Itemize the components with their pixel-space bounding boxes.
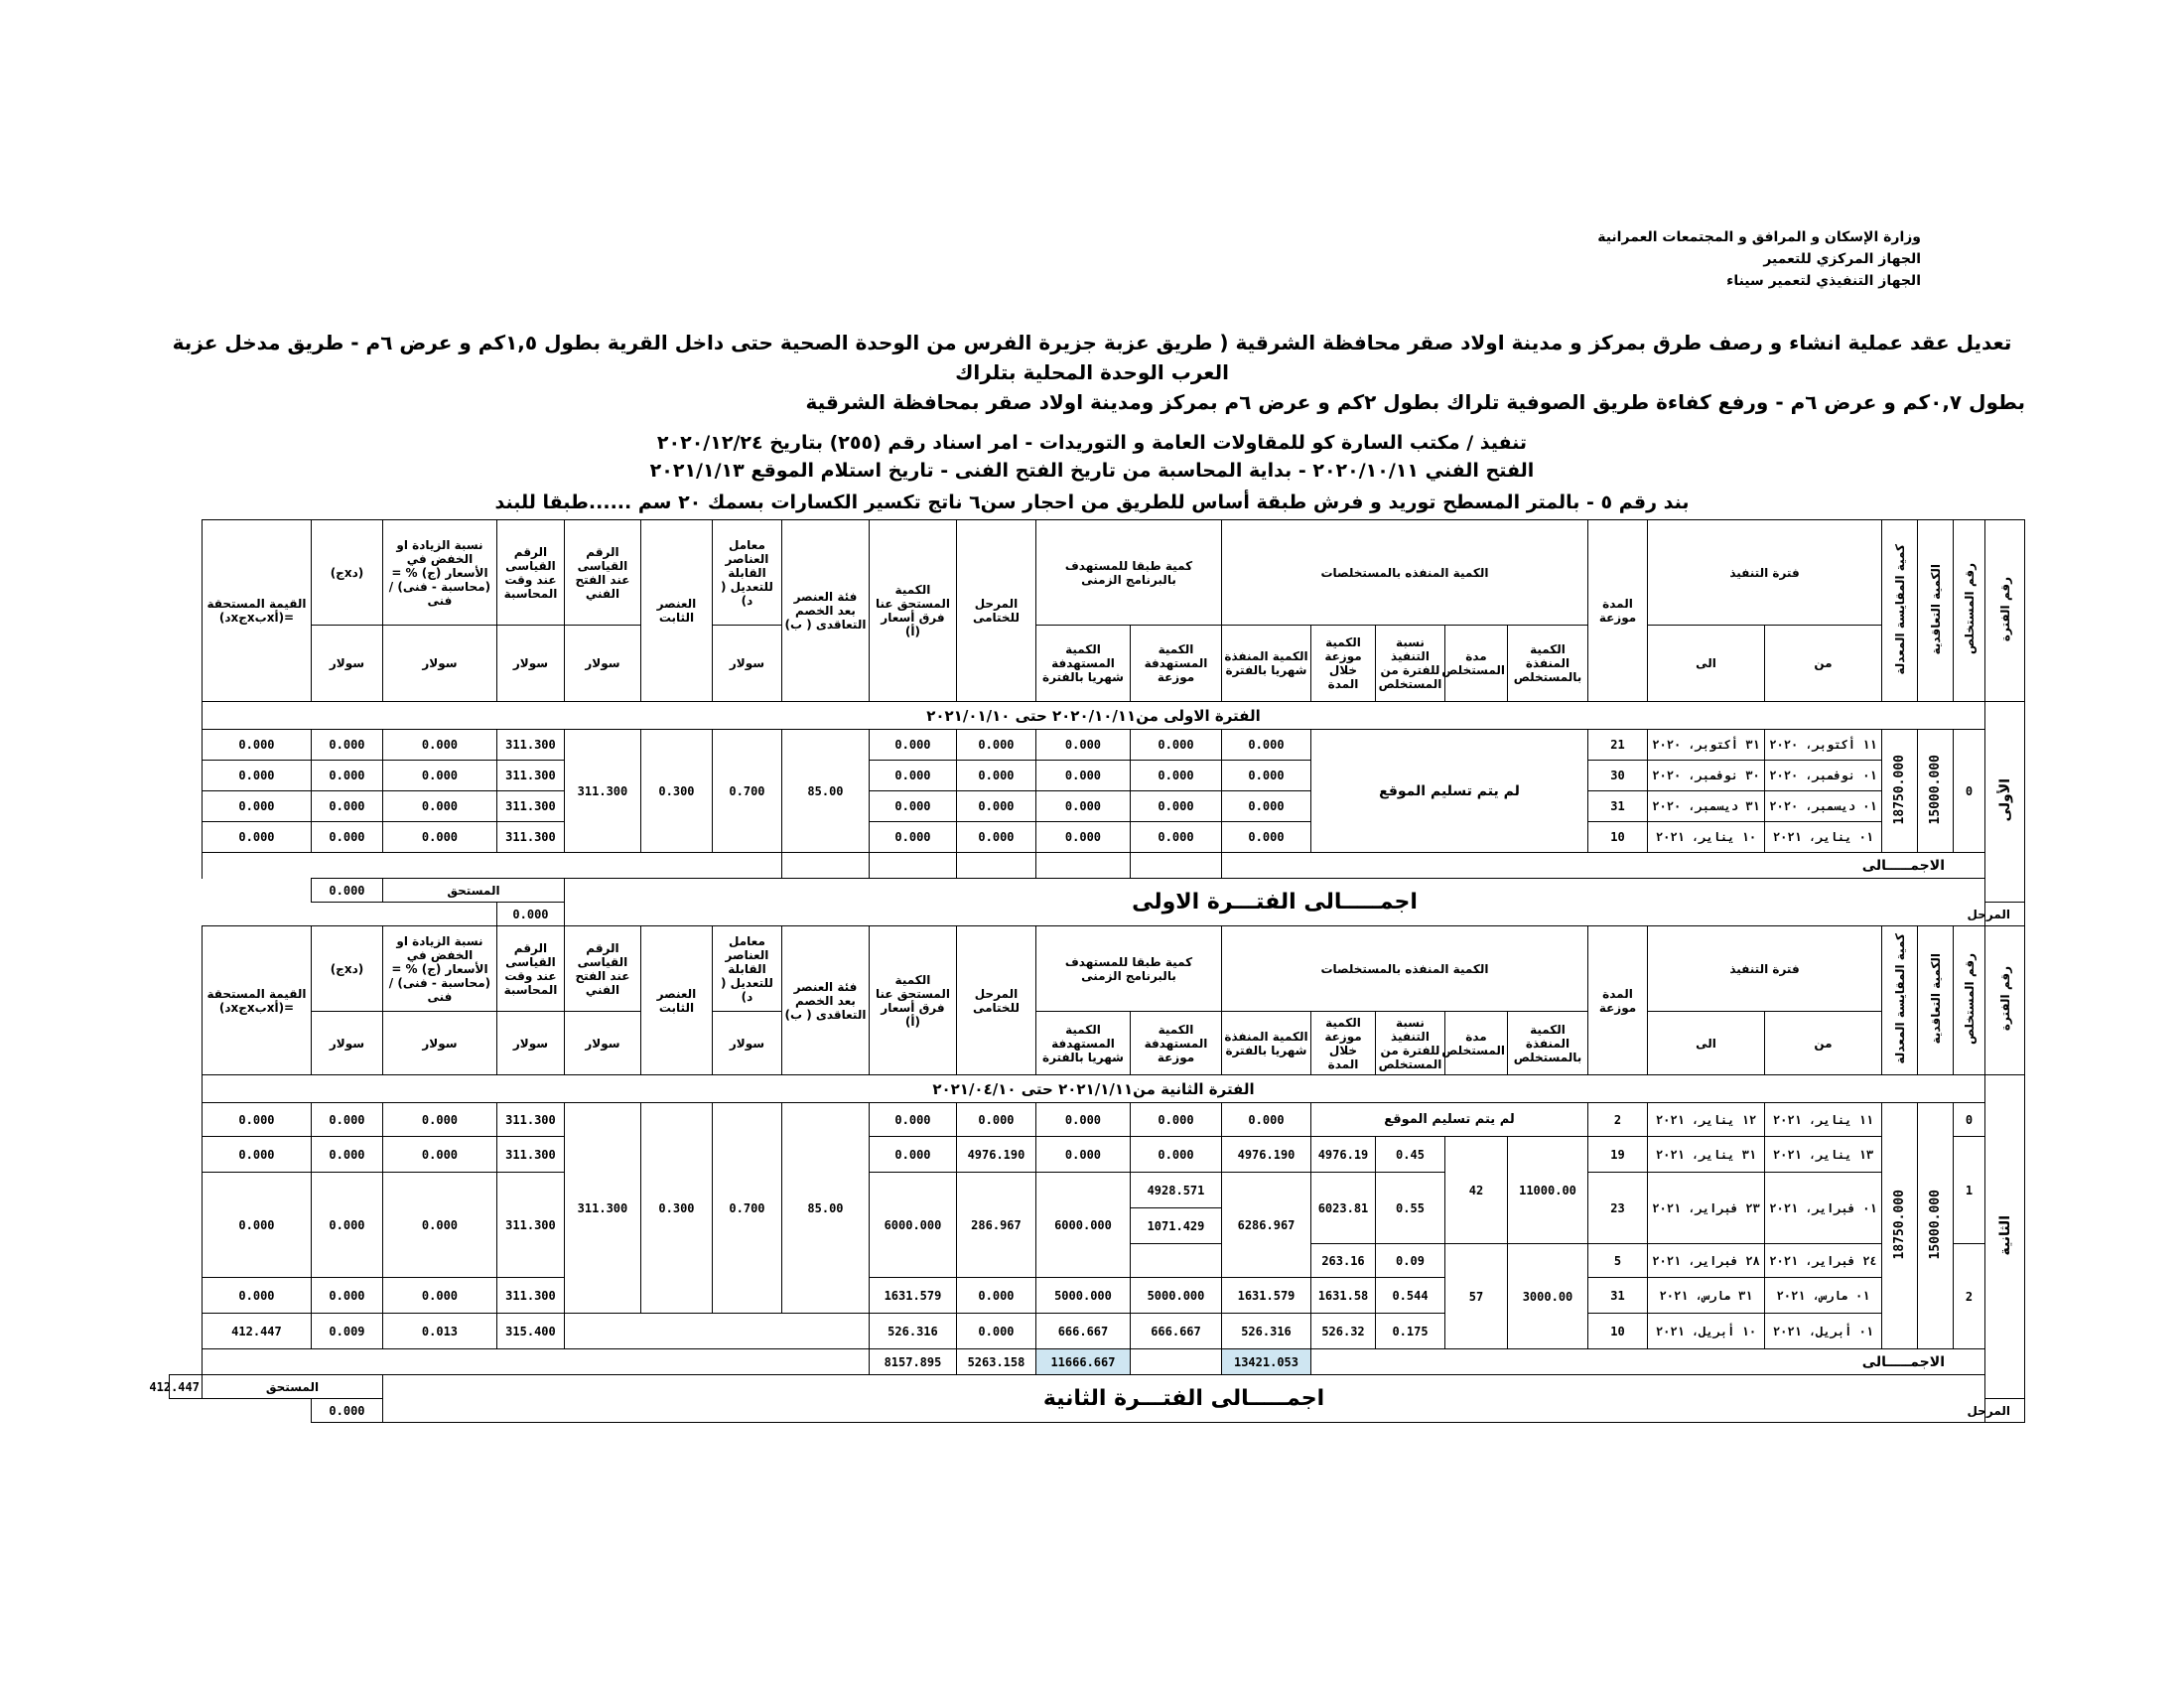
hdr-index-opening: الرقم القياسى عند الفتح الفني — [564, 926, 640, 1012]
hdr-index-accounting: الرقم القياسى عند وقت المحاسبة — [496, 926, 564, 1012]
header2-row-1 — [170, 926, 2025, 1012]
p2-due-qty: 0.000 — [869, 1137, 956, 1173]
hdr-executed-by-extracts: الكمية المنفذه بالمستخلصات — [1221, 926, 1587, 1012]
hdr-target-distributed: الكمية المستهدفة موزعة — [1130, 626, 1221, 702]
hdr-executed-qty-extract: الكمية المنفذة بالمستخلص — [1508, 1012, 1588, 1075]
hdr-diesel: سولار — [564, 1012, 640, 1075]
p2-ratio: 0.000 — [382, 1137, 496, 1173]
p1-target-monthly: 0.000 — [1035, 761, 1130, 791]
hdr-diesel: سولار — [496, 1012, 564, 1075]
hdr-qty-distributed: الكمية موزعة خلال المدة — [1311, 1012, 1376, 1075]
hdr-target-distributed: الكمية المستهدفة موزعة — [1130, 1012, 1221, 1075]
p2-target-monthly: 5000.000 — [1035, 1278, 1130, 1314]
period1-title-row — [170, 702, 2025, 730]
period2-title: الفترة الثانية من٢٠٢١/١/١١ حتى ٢٠٢١/٠٤/١٠ — [202, 1075, 1984, 1103]
period1-title: الفترة الاولى من٢٠٢٠/١٠/١١ حتى ٢٠٢١/٠١/١٠ — [202, 702, 1984, 730]
p2-value: 412.447 — [202, 1314, 311, 1349]
ministry-line-3: الجهاز التنفيذي لتعمير سيناء — [1726, 273, 1921, 289]
hdr-target-by-schedule: كمية طبقا للمستهدف بالبرنامج الزمنى — [1035, 520, 1221, 626]
p1-days: 30 — [1588, 761, 1648, 791]
header-row-2 — [170, 626, 2025, 702]
period2-title-row — [170, 1075, 2025, 1103]
hdr-target-by-schedule: كمية طبقا للمستهدف بالبرنامج الزمنى — [1035, 926, 1221, 1012]
p2-index-open: 311.300 — [564, 1103, 640, 1314]
period2-label: الثانية — [1985, 1075, 2025, 1399]
p1-fixed: 0.300 — [640, 730, 712, 853]
p2-exec-monthly: 0.000 — [1221, 1103, 1310, 1137]
period1-label: الأولى — [1985, 702, 2025, 903]
p2-extract-no: 2 — [1954, 1244, 1985, 1349]
ministry-line-1: وزارة الإسكان و المرافق و المجتمعات العمرانية — [1597, 229, 1921, 245]
p2-total-label: الاجمـــــالى — [1311, 1349, 1985, 1375]
p2-value: 0.000 — [202, 1137, 311, 1173]
p2-from: ٠١ فبراير، ٢٠٢١ — [1765, 1173, 1882, 1244]
p1-days: 10 — [1588, 822, 1648, 853]
title-line-2: بطول ٠,٧كم و عرض ٦م - ورفع كفاءة طريق الصوفية تلراك بطول ٢كم و عرض ٦م بمركز ومدينة اولاد صقر بمحافظة الشرقية — [805, 390, 2025, 414]
p2-target-dist: 0.000 — [1130, 1137, 1221, 1173]
hdr-carried: المرحل للختامى — [956, 520, 1035, 702]
p2-qty-dist: 1631.58 — [1311, 1278, 1376, 1314]
p1-total-label: الاجمـــــالى — [1221, 853, 1984, 879]
hdr-fixed-element: العنصر الثابت — [640, 926, 712, 1075]
p2-target-monthly: 0.000 — [1035, 1103, 1130, 1137]
p2-exec-ratio: 0.09 — [1376, 1244, 1445, 1278]
hdr-distributed-duration: المدة موزعة — [1588, 520, 1648, 702]
hdr-due-value: القيمة المستحقة =(أxبxجxد) — [202, 926, 311, 1075]
period2-total-row — [170, 1349, 2025, 1375]
ministry-header — [1504, 226, 1921, 292]
p1-target-monthly: 0.000 — [1035, 791, 1130, 822]
hdr-increase-ratio: نسبة الزيادة او الخفض في الأسعار (ج) % = (محاسبة - فنى) / فنى — [382, 520, 496, 626]
p2-days: 10 — [1588, 1314, 1648, 1349]
hdr-diesel: سولار — [382, 1012, 496, 1075]
p1-due-label: المستحق — [382, 879, 564, 903]
p1-carried: 0.000 — [956, 761, 1035, 791]
p2-to: ٣١ مارس، ٢٠٢١ — [1648, 1278, 1765, 1314]
p1-value: 0.000 — [202, 730, 311, 761]
p2-due-label: المستحق — [202, 1375, 382, 1399]
hdr-target-monthly: الكمية المستهدفة شهريا بالفترة — [1035, 1012, 1130, 1075]
p1-value: 0.000 — [202, 791, 311, 822]
p1-carried-value: 0.000 — [496, 903, 564, 926]
p2-to: ٣١ يناير، ٢٠٢١ — [1648, 1137, 1765, 1173]
p1-due-qty: 0.000 — [869, 761, 956, 791]
p2-category: 85.00 — [781, 1103, 869, 1314]
p2-qty-dist: 263.16 — [1311, 1244, 1376, 1278]
p1-index-open: 311.300 — [564, 730, 640, 853]
hdr-diesel: سولار — [712, 1012, 781, 1075]
period1-row — [170, 822, 2025, 853]
p2-dxg: 0.000 — [311, 1103, 382, 1137]
hdr-diesel: سولار — [712, 626, 781, 702]
p2-exec-ratio: 0.175 — [1376, 1314, 1445, 1349]
p2-exec-ratio: 0.45 — [1376, 1137, 1445, 1173]
p1-index-acc: 311.300 — [496, 822, 564, 853]
hdr-target-monthly: الكمية المستهدفة شهريا بالفترة — [1035, 626, 1130, 702]
period2-row — [170, 1137, 2025, 1173]
header2-row-2 — [170, 1012, 2025, 1075]
p2-ratio: 0.013 — [382, 1314, 496, 1349]
hdr-from: من — [1765, 626, 1882, 702]
p2-contract-qty: 15000.000 — [1918, 1103, 1954, 1349]
p1-dxg: 0.000 — [311, 730, 382, 761]
p1-index-acc: 311.300 — [496, 730, 564, 761]
p1-exec-monthly: 0.000 — [1221, 791, 1310, 822]
period1-row — [170, 761, 2025, 791]
p1-carried-label: المرحل — [1954, 903, 2025, 926]
p2-due-qty: 0.000 — [869, 1103, 956, 1137]
p2-target-monthly: 666.667 — [1035, 1314, 1130, 1349]
p2-carried: 0.000 — [956, 1278, 1035, 1314]
hdr-adjustable-coef: معامل العناصر القابلة للتعديل ( د) — [712, 926, 781, 1012]
p2-exec-ratio: 0.544 — [1376, 1278, 1445, 1314]
hdr-due-qty: الكمية المستحق عنا فرق أسعار (أ) — [869, 520, 956, 702]
title-line-3: تنفيذ / مكتب السارة كو للمقاولات العامة و التوريدات - امر اسناد رقم (٢٥٥) بتاريخ ٢٠٢٠/١٢/٢٤ — [656, 432, 1528, 454]
p2-due-value: 412.447 — [170, 1375, 203, 1399]
p1-due-qty: 0.000 — [869, 791, 956, 822]
p1-carried: 0.000 — [956, 822, 1035, 853]
hdr-element-category: فئة العنصر بعد الخصم التعاقدى ( ب) — [781, 520, 869, 702]
p2-grand-title: اجمـــــالى الفتـــرة الثانية — [382, 1375, 1984, 1423]
hdr-exec-period: فترة التنفيذ — [1648, 520, 1882, 626]
p2-total-target-monthly: 11666.667 — [1035, 1349, 1130, 1375]
p2-carried: 286.967 — [956, 1173, 1035, 1278]
hdr-contract-qty: الكمية التعاقدية — [1918, 926, 1954, 1075]
hdr-executed-qty-extract: الكمية المنفذة بالمستخلص — [1508, 626, 1588, 702]
p2-total-carried: 5263.158 — [956, 1349, 1035, 1375]
hdr-diesel: سولار — [311, 1012, 382, 1075]
p1-grand-title: اجمـــــالى الفتـــرة الاولى — [564, 879, 1984, 926]
p1-value: 0.000 — [202, 822, 311, 853]
hdr-qty-distributed: الكمية موزعة خلال المدة — [1311, 626, 1376, 702]
hdr-contract-qty: الكمية التعاقدية — [1918, 520, 1954, 702]
price-difference-table — [149, 519, 2025, 1423]
p1-not-delivered: لم يتم تسليم الموقع — [1311, 730, 1588, 853]
p2-from: ١١ يناير، ٢٠٢١ — [1765, 1103, 1882, 1137]
period1-total-row — [170, 853, 2025, 879]
period1-grand-row — [170, 879, 2025, 903]
p1-exec-monthly: 0.000 — [1221, 822, 1310, 853]
p1-target-dist: 0.000 — [1130, 791, 1221, 822]
p2-coef: 0.700 — [712, 1103, 781, 1314]
p2-from: ١٣ يناير، ٢٠٢١ — [1765, 1137, 1882, 1173]
hdr-dxg: (دxج) — [311, 926, 382, 1012]
p1-due-value: 0.000 — [311, 879, 382, 903]
p1-to: ٣١ أكتوبر، ٢٠٢٠ — [1648, 730, 1765, 761]
p2-value: 0.000 — [202, 1173, 311, 1278]
p1-value: 0.000 — [202, 761, 311, 791]
p1-coef: 0.700 — [712, 730, 781, 853]
hdr-to: الى — [1648, 626, 1765, 702]
p2-not-delivered: لم يتم تسليم الموقع — [1311, 1103, 1588, 1137]
p2-total-exec-monthly: 13421.053 — [1221, 1349, 1310, 1375]
hdr-index-accounting: الرقم القياسى عند وقت المحاسبة — [496, 520, 564, 626]
p2-fixed: 0.300 — [640, 1103, 712, 1314]
hdr-modified-qty: كمية المقايسة المعدلة — [1882, 520, 1918, 702]
p2-total-due-qty: 8157.895 — [869, 1349, 956, 1375]
p2-qty-dist: 6023.81 — [1311, 1173, 1376, 1244]
p1-index-acc: 311.300 — [496, 791, 564, 822]
p1-from: ٠١ يناير، ٢٠٢١ — [1765, 822, 1882, 853]
header-row-1 — [170, 520, 2025, 626]
p1-to: ١٠ يناير، ٢٠٢١ — [1648, 822, 1765, 853]
p2-target-dist: 5000.000 — [1130, 1278, 1221, 1314]
p1-dxg: 0.000 — [311, 791, 382, 822]
hdr-extract-no: رقم المستخلص — [1954, 520, 1985, 702]
hdr-diesel: سولار — [382, 626, 496, 702]
p2-value: 0.000 — [202, 1103, 311, 1137]
hdr-increase-ratio: نسبة الزيادة او الخفض في الأسعار (ج) % = (محاسبة - فنى) / فنى — [382, 926, 496, 1012]
hdr-due-qty: الكمية المستحق عنا فرق أسعار (أ) — [869, 926, 956, 1075]
p2-from: ٢٤ فبراير، ٢٠٢١ — [1765, 1244, 1882, 1278]
p1-category: 85.00 — [781, 730, 869, 853]
p1-exec-monthly: 0.000 — [1221, 761, 1310, 791]
p2-ext1-duration: 42 — [1445, 1137, 1508, 1244]
p2-ratio: 0.000 — [382, 1173, 496, 1278]
p1-dxg: 0.000 — [311, 761, 382, 791]
hdr-executed-monthly: الكمية المنفذة شهريا بالفترة — [1221, 1012, 1310, 1075]
p2-to: ١٠ أبريل، ٢٠٢١ — [1648, 1314, 1765, 1349]
p2-qty-dist: 4976.19 — [1311, 1137, 1376, 1173]
p1-ratio: 0.000 — [382, 822, 496, 853]
p2-ext1-qty: 11000.00 — [1508, 1137, 1588, 1244]
p2-dxg: 0.009 — [311, 1314, 382, 1349]
title-line-1: تعديل عقد عملية انشاء و رصف طرق بمركز و مدينة اولاد صقر محافظة الشرقية ( طريق عزبة جزيرة الفرس من الوحدة الصحية حتى داخل القرية بطول ١,٥كم و عرض ٦م - طريق مدخل عزبة العرب الوحدة المحلية بتلراك — [172, 331, 2012, 384]
hdr-executed-monthly: الكمية المنفذة شهريا بالفترة — [1221, 626, 1310, 702]
hdr-from: من — [1765, 1012, 1882, 1075]
p1-days: 31 — [1588, 791, 1648, 822]
hdr-index-opening: الرقم القياسى عند الفتح الفني — [564, 520, 640, 626]
p1-due-qty: 0.000 — [869, 730, 956, 761]
p2-qty-dist: 526.32 — [1311, 1314, 1376, 1349]
period1-row — [170, 730, 2025, 761]
p2-days: 31 — [1588, 1278, 1648, 1314]
p1-due-qty: 0.000 — [869, 822, 956, 853]
p2-target-dist: 0.000 — [1130, 1103, 1221, 1137]
hdr-extract-no: رقم المستخلص — [1954, 926, 1985, 1075]
period2-row — [170, 1173, 2025, 1208]
p2-carried-value: 0.000 — [311, 1399, 382, 1423]
hdr-diesel: سولار — [564, 626, 640, 702]
p2-extract-no: 0 — [1954, 1103, 1985, 1137]
document-titles — [159, 328, 2025, 516]
p2-index-acc: 315.400 — [496, 1314, 564, 1349]
p2-ext2-qty: 3000.00 — [1508, 1244, 1588, 1349]
p2-index-acc: 311.300 — [496, 1137, 564, 1173]
p2-carried: 0.000 — [956, 1103, 1035, 1137]
p1-target-monthly: 0.000 — [1035, 822, 1130, 853]
p2-exec-monthly: 6286.967 — [1221, 1173, 1310, 1278]
p2-days: 23 — [1588, 1173, 1648, 1244]
hdr-exec-ratio: نسبة التنفيذ للفترة من المستخلص — [1376, 626, 1445, 702]
p2-empty — [564, 1314, 869, 1349]
p2-target-dist: 666.667 — [1130, 1314, 1221, 1349]
p2-dxg: 0.000 — [311, 1173, 382, 1278]
p2-index-acc: 311.300 — [496, 1103, 564, 1137]
hdr-period-no: رقم الفترة — [1985, 520, 2025, 702]
title-line-5: بند رقم ٥ - بالمتر المسطح توريد و فرش طبقة أساس للطريق من احجار سن٦ ناتج تكسير الكسارات بسمك ٢٠ سم ......طبقا للبند — [494, 492, 1690, 513]
p2-from: ٠١ مارس، ٢٠٢١ — [1765, 1278, 1882, 1314]
p2-modified-qty: 18750.000 — [1882, 1103, 1918, 1349]
p2-exec-ratio: 0.55 — [1376, 1173, 1445, 1244]
p1-contract-qty: 15000.000 — [1918, 730, 1954, 853]
p2-ratio: 0.000 — [382, 1278, 496, 1314]
p2-exec-monthly: 4976.190 — [1221, 1137, 1310, 1173]
hdr-exec-period: فترة التنفيذ — [1648, 926, 1882, 1012]
p2-carried: 4976.190 — [956, 1137, 1035, 1173]
p2-index-acc: 311.300 — [496, 1173, 564, 1278]
p2-target-monthly: 0.000 — [1035, 1137, 1130, 1173]
p2-exec-monthly: 526.316 — [1221, 1314, 1310, 1349]
period2-grand-row — [170, 1375, 2025, 1399]
hdr-distributed-duration: المدة موزعة — [1588, 926, 1648, 1075]
hdr-to: الى — [1648, 1012, 1765, 1075]
p1-index-acc: 311.300 — [496, 761, 564, 791]
p1-to: ٣١ ديسمبر، ٢٠٢٠ — [1648, 791, 1765, 822]
p1-ratio: 0.000 — [382, 761, 496, 791]
hdr-element-category: فئة العنصر بعد الخصم التعاقدى ( ب) — [781, 926, 869, 1075]
p1-carried: 0.000 — [956, 791, 1035, 822]
hdr-period-no: رقم الفترة — [1985, 926, 2025, 1075]
hdr-adjustable-coef: معامل العناصر القابلة للتعديل ( د) — [712, 520, 781, 626]
p1-from: ١١ أكتوبر، ٢٠٢٠ — [1765, 730, 1882, 761]
hdr-modified-qty: كمية المقايسة المعدلة — [1882, 926, 1918, 1075]
p1-to: ٣٠ نوفمبر، ٢٠٢٠ — [1648, 761, 1765, 791]
p2-ratio: 0.000 — [382, 1103, 496, 1137]
hdr-exec-ratio: نسبة التنفيذ للفترة من المستخلص — [1376, 1012, 1445, 1075]
title-line-4: الفتح الفني ٢٠٢٠/١٠/١١ - بداية المحاسبة من تاريخ الفتح الفنى - تاريخ استلام الموقع ٢٠٢١/١/١٣ — [649, 460, 1535, 482]
hdr-diesel: سولار — [311, 626, 382, 702]
p2-index-acc: 311.300 — [496, 1278, 564, 1314]
p2-days: 5 — [1588, 1244, 1648, 1278]
p2-ext2-duration: 57 — [1445, 1244, 1508, 1349]
p1-from: ٠١ نوفمبر، ٢٠٢٠ — [1765, 761, 1882, 791]
p2-due-qty: 1631.579 — [869, 1278, 956, 1314]
p1-ratio: 0.000 — [382, 730, 496, 761]
p1-target-monthly: 0.000 — [1035, 730, 1130, 761]
p2-dxg: 0.000 — [311, 1278, 382, 1314]
hdr-dxg: (دxج) — [311, 520, 382, 626]
period2-row — [170, 1278, 2025, 1314]
hdr-carried: المرحل للختامى — [956, 926, 1035, 1075]
ministry-line-2: الجهاز المركزي للتعمير — [1763, 251, 1921, 267]
hdr-extract-duration: مدة المستخلص — [1445, 626, 1508, 702]
hdr-due-value: القيمة المستحقة =(أxبxجxد) — [202, 520, 311, 702]
p1-target-dist: 0.000 — [1130, 822, 1221, 853]
hdr-fixed-element: العنصر الثابت — [640, 520, 712, 702]
p1-ratio: 0.000 — [382, 791, 496, 822]
p2-days: 2 — [1588, 1103, 1648, 1137]
p2-days: 19 — [1588, 1137, 1648, 1173]
hdr-extract-duration: مدة المستخلص — [1445, 1012, 1508, 1075]
p2-target-monthly: 6000.000 — [1035, 1173, 1130, 1278]
p2-exec-monthly: 1631.579 — [1221, 1278, 1310, 1314]
p2-to: ٢٣ فبراير، ٢٠٢١ — [1648, 1173, 1765, 1244]
p2-carried: 0.000 — [956, 1314, 1035, 1349]
p1-exec-monthly: 0.000 — [1221, 730, 1310, 761]
p1-days: 21 — [1588, 730, 1648, 761]
p1-extract-no: 0 — [1954, 730, 1985, 853]
period1-row — [170, 791, 2025, 822]
hdr-diesel: سولار — [496, 626, 564, 702]
p1-dxg: 0.000 — [311, 822, 382, 853]
p2-carried-label: المرحل — [1954, 1399, 2025, 1423]
p1-carried: 0.000 — [956, 730, 1035, 761]
p2-value: 0.000 — [202, 1278, 311, 1314]
period2-row — [170, 1314, 2025, 1349]
p1-target-dist: 0.000 — [1130, 761, 1221, 791]
p2-from: ٠١ أبريل، ٢٠٢١ — [1765, 1314, 1882, 1349]
period2-row — [170, 1103, 2025, 1137]
p2-extract-no: 1 — [1954, 1137, 1985, 1244]
hdr-executed-by-extracts: الكمية المنفذه بالمستخلصات — [1221, 520, 1587, 626]
p2-due-qty: 526.316 — [869, 1314, 956, 1349]
p2-target-dist: 4928.571 — [1130, 1173, 1221, 1208]
p2-dxg: 0.000 — [311, 1137, 382, 1173]
p2-to: ٢٨ فبراير، ٢٠٢١ — [1648, 1244, 1765, 1278]
p1-target-dist: 0.000 — [1130, 730, 1221, 761]
p2-due-qty: 6000.000 — [869, 1173, 956, 1278]
p2-target-dist: 1071.429 — [1130, 1208, 1221, 1244]
p1-from: ٠١ ديسمبر، ٢٠٢٠ — [1765, 791, 1882, 822]
p1-modified-qty: 18750.000 — [1882, 730, 1918, 853]
p2-to: ١٢ يناير، ٢٠٢١ — [1648, 1103, 1765, 1137]
